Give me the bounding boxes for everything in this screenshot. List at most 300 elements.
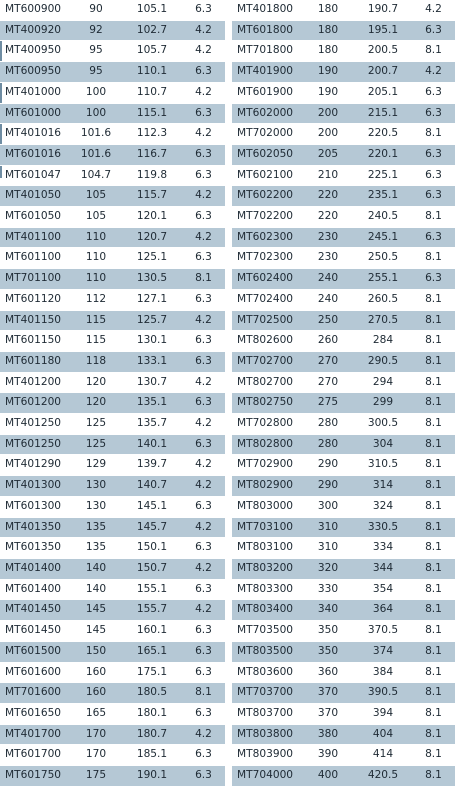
part-number-cell: MT702500 <box>232 310 302 331</box>
table-row <box>0 621 225 642</box>
inner-size-cell: 180 <box>302 41 354 62</box>
part-number-cell: MT401050 <box>0 186 70 207</box>
inner-size-cell: 105 <box>70 186 122 207</box>
thickness-cell: 6.3 <box>412 82 455 103</box>
table-row <box>232 331 455 352</box>
part-number-cell: MT601016 <box>0 144 70 165</box>
table-row <box>232 269 455 290</box>
part-number-cell: MT401450 <box>0 600 70 621</box>
part-number-cell: MT601700 <box>0 745 70 766</box>
inner-size-cell: 400 <box>302 766 354 787</box>
outer-size-cell: 260.5 <box>354 289 412 310</box>
part-number-cell: MT702900 <box>232 455 302 476</box>
thickness-cell: 8.1 <box>412 724 455 745</box>
table-row <box>232 82 455 103</box>
thickness-cell: 6.3 <box>182 745 225 766</box>
table-row <box>232 766 455 787</box>
table-row <box>0 517 225 538</box>
inner-size-cell: 160 <box>70 683 122 704</box>
outer-size-cell: 127.1 <box>122 289 182 310</box>
thickness-cell: 4.2 <box>182 41 225 62</box>
thickness-cell: 6.3 <box>182 248 225 269</box>
outer-size-cell: 125.1 <box>122 248 182 269</box>
part-number-cell: MT602100 <box>232 165 302 186</box>
inner-size-cell: 350 <box>302 621 354 642</box>
inner-size-cell: 135 <box>70 538 122 559</box>
table-row <box>232 455 455 476</box>
part-number-cell: MT702200 <box>232 207 302 228</box>
table-row <box>0 248 225 269</box>
table-row <box>0 600 225 621</box>
thickness-cell: 8.1 <box>412 414 455 435</box>
inner-size-cell: 270 <box>302 372 354 393</box>
part-number-cell: MT602000 <box>232 103 302 124</box>
thickness-cell: 6.3 <box>412 165 455 186</box>
part-number-cell: MT401800 <box>232 0 302 20</box>
part-number-cell: MT601120 <box>0 289 70 310</box>
inner-size-cell: 110 <box>70 248 122 269</box>
thickness-cell: 8.1 <box>412 683 455 704</box>
inner-size-cell: 240 <box>302 289 354 310</box>
thickness-cell: 6.3 <box>182 165 225 186</box>
thickness-cell: 4.2 <box>182 372 225 393</box>
outer-size-cell: 115.7 <box>122 186 182 207</box>
outer-size-cell: 105.1 <box>122 0 182 20</box>
right-size-table <box>232 0 455 787</box>
thickness-cell: 8.1 <box>412 331 455 352</box>
thickness-cell: 4.2 <box>182 455 225 476</box>
thickness-cell: 8.1 <box>412 517 455 538</box>
table-row <box>0 82 225 103</box>
inner-size-cell: 95 <box>70 41 122 62</box>
part-number-cell: MT803300 <box>232 579 302 600</box>
thickness-cell: 6.3 <box>412 20 455 41</box>
outer-size-cell: 290.5 <box>354 351 412 372</box>
outer-size-cell: 175.1 <box>122 662 182 683</box>
outer-size-cell: 270.5 <box>354 310 412 331</box>
outer-size-cell: 235.1 <box>354 186 412 207</box>
thickness-cell: 6.3 <box>182 0 225 20</box>
table-row <box>232 0 455 20</box>
thickness-cell: 8.1 <box>412 207 455 228</box>
part-number-cell: MT601000 <box>0 103 70 124</box>
part-number-cell: MT601050 <box>0 207 70 228</box>
inner-size-cell: 370 <box>302 703 354 724</box>
outer-size-cell: 245.1 <box>354 227 412 248</box>
inner-size-cell: 129 <box>70 455 122 476</box>
thickness-cell: 8.1 <box>412 621 455 642</box>
part-number-cell: MT802900 <box>232 476 302 497</box>
inner-size-cell: 180 <box>302 20 354 41</box>
thickness-cell: 8.1 <box>412 641 455 662</box>
inner-size-cell: 390 <box>302 745 354 766</box>
part-number-cell: MT803700 <box>232 703 302 724</box>
inner-size-cell: 105 <box>70 207 122 228</box>
table-row <box>0 766 225 787</box>
outer-size-cell: 150.1 <box>122 538 182 559</box>
outer-size-cell: 135.7 <box>122 414 182 435</box>
outer-size-cell: 364 <box>354 600 412 621</box>
table-row <box>0 41 225 62</box>
thickness-cell: 6.3 <box>182 434 225 455</box>
thickness-cell: 8.1 <box>412 538 455 559</box>
part-number-cell: MT601300 <box>0 496 70 517</box>
inner-size-cell: 380 <box>302 724 354 745</box>
outer-size-cell: 112.3 <box>122 124 182 145</box>
thickness-cell: 8.1 <box>412 558 455 579</box>
inner-size-cell: 175 <box>70 766 122 787</box>
table-row <box>0 227 225 248</box>
table-row <box>0 414 225 435</box>
outer-size-cell: 116.7 <box>122 144 182 165</box>
part-number-cell: MT803800 <box>232 724 302 745</box>
thickness-cell: 8.1 <box>182 269 225 290</box>
part-number-cell: MT601400 <box>0 579 70 600</box>
thickness-cell: 8.1 <box>412 289 455 310</box>
thickness-cell: 4.2 <box>182 476 225 497</box>
outer-size-cell: 200.5 <box>354 41 412 62</box>
thickness-cell: 4.2 <box>182 724 225 745</box>
part-number-cell: MT602300 <box>232 227 302 248</box>
thickness-cell: 4.2 <box>182 124 225 145</box>
thickness-cell: 8.1 <box>412 745 455 766</box>
inner-size-cell: 300 <box>302 496 354 517</box>
inner-size-cell: 360 <box>302 662 354 683</box>
thickness-cell: 8.1 <box>412 703 455 724</box>
table-row <box>232 248 455 269</box>
outer-size-cell: 125.7 <box>122 310 182 331</box>
table-row <box>232 165 455 186</box>
outer-size-cell: 119.8 <box>122 165 182 186</box>
part-number-cell: MT802600 <box>232 331 302 352</box>
table-row <box>0 372 225 393</box>
outer-size-cell: 220.5 <box>354 124 412 145</box>
part-number-cell: MT702400 <box>232 289 302 310</box>
table-row <box>0 393 225 414</box>
inner-size-cell: 350 <box>302 641 354 662</box>
table-row <box>232 434 455 455</box>
part-number-cell: MT400920 <box>0 20 70 41</box>
thickness-cell: 6.3 <box>182 662 225 683</box>
part-number-cell: MT802800 <box>232 434 302 455</box>
inner-size-cell: 120 <box>70 372 122 393</box>
inner-size-cell: 320 <box>302 558 354 579</box>
table-row <box>0 20 225 41</box>
inner-size-cell: 190 <box>302 62 354 83</box>
part-number-cell: MT401200 <box>0 372 70 393</box>
part-number-cell: MT803400 <box>232 600 302 621</box>
inner-size-cell: 220 <box>302 186 354 207</box>
thickness-cell: 8.1 <box>412 393 455 414</box>
outer-size-cell: 120.1 <box>122 207 182 228</box>
outer-size-cell: 180.7 <box>122 724 182 745</box>
outer-size-cell: 215.1 <box>354 103 412 124</box>
thickness-cell: 8.1 <box>412 476 455 497</box>
inner-size-cell: 280 <box>302 434 354 455</box>
inner-size-cell: 220 <box>302 207 354 228</box>
table-row <box>232 724 455 745</box>
inner-size-cell: 165 <box>70 703 122 724</box>
thickness-cell: 4.2 <box>412 62 455 83</box>
table-row <box>232 745 455 766</box>
inner-size-cell: 100 <box>70 82 122 103</box>
thickness-cell: 6.3 <box>412 227 455 248</box>
outer-size-cell: 304 <box>354 434 412 455</box>
outer-size-cell: 139.7 <box>122 455 182 476</box>
part-number-cell: MT602050 <box>232 144 302 165</box>
table-row <box>232 351 455 372</box>
thickness-cell: 6.3 <box>182 289 225 310</box>
inner-size-cell: 230 <box>302 227 354 248</box>
thickness-cell: 8.1 <box>412 372 455 393</box>
outer-size-cell: 110.7 <box>122 82 182 103</box>
thickness-cell: 8.1 <box>412 310 455 331</box>
outer-size-cell: 140.7 <box>122 476 182 497</box>
thickness-cell: 6.3 <box>412 144 455 165</box>
thickness-cell: 8.1 <box>412 579 455 600</box>
left-size-table <box>0 0 225 787</box>
thickness-cell: 8.1 <box>412 434 455 455</box>
inner-size-cell: 101.6 <box>70 144 122 165</box>
inner-size-cell: 110 <box>70 227 122 248</box>
part-number-cell: MT703100 <box>232 517 302 538</box>
part-number-cell: MT601180 <box>0 351 70 372</box>
inner-size-cell: 290 <box>302 476 354 497</box>
thickness-cell: 8.1 <box>412 124 455 145</box>
thickness-cell: 8.1 <box>412 248 455 269</box>
table-row <box>232 372 455 393</box>
outer-size-cell: 120.7 <box>122 227 182 248</box>
part-number-cell: MT401290 <box>0 455 70 476</box>
thickness-cell: 4.2 <box>182 227 225 248</box>
table-row <box>232 186 455 207</box>
inner-size-cell: 118 <box>70 351 122 372</box>
outer-size-cell: 324 <box>354 496 412 517</box>
inner-size-cell: 90 <box>70 0 122 20</box>
thickness-cell: 6.3 <box>182 621 225 642</box>
table-row <box>0 310 225 331</box>
inner-size-cell: 115 <box>70 310 122 331</box>
part-number-cell: MT803600 <box>232 662 302 683</box>
outer-size-cell: 299 <box>354 393 412 414</box>
table-row <box>232 41 455 62</box>
table-row <box>232 124 455 145</box>
outer-size-cell: 190.7 <box>354 0 412 20</box>
part-number-cell: MT602400 <box>232 269 302 290</box>
inner-size-cell: 290 <box>302 455 354 476</box>
table-row <box>0 207 225 228</box>
inner-size-cell: 110 <box>70 269 122 290</box>
inner-size-cell: 200 <box>302 124 354 145</box>
part-number-cell: MT803900 <box>232 745 302 766</box>
table-row <box>232 310 455 331</box>
table-row <box>0 724 225 745</box>
outer-size-cell: 294 <box>354 372 412 393</box>
outer-size-cell: 165.1 <box>122 641 182 662</box>
table-row <box>0 165 225 186</box>
table-row <box>0 351 225 372</box>
thickness-cell: 6.3 <box>412 269 455 290</box>
inner-size-cell: 140 <box>70 558 122 579</box>
part-number-cell: MT601750 <box>0 766 70 787</box>
inner-size-cell: 92 <box>70 20 122 41</box>
right-table-body <box>232 0 455 786</box>
inner-size-cell: 101.6 <box>70 124 122 145</box>
part-number-cell: MT401000 <box>0 82 70 103</box>
outer-size-cell: 414 <box>354 745 412 766</box>
thickness-cell: 6.3 <box>182 579 225 600</box>
part-number-cell: MT600900 <box>0 0 70 20</box>
part-number-cell: MT802750 <box>232 393 302 414</box>
thickness-cell: 4.2 <box>182 558 225 579</box>
inner-size-cell: 210 <box>302 165 354 186</box>
table-row <box>0 331 225 352</box>
outer-size-cell: 145.1 <box>122 496 182 517</box>
inner-size-cell: 310 <box>302 517 354 538</box>
outer-size-cell: 130.1 <box>122 331 182 352</box>
part-number-cell: MT702300 <box>232 248 302 269</box>
inner-size-cell: 95 <box>70 62 122 83</box>
thickness-cell: 6.3 <box>182 393 225 414</box>
outer-size-cell: 300.5 <box>354 414 412 435</box>
table-row <box>232 476 455 497</box>
inner-size-cell: 270 <box>302 351 354 372</box>
thickness-cell: 8.1 <box>412 351 455 372</box>
part-number-cell: MT601450 <box>0 621 70 642</box>
table-row <box>0 683 225 704</box>
outer-size-cell: 240.5 <box>354 207 412 228</box>
thickness-cell: 6.3 <box>182 62 225 83</box>
table-row <box>232 496 455 517</box>
thickness-cell: 4.2 <box>412 0 455 20</box>
outer-size-cell: 394 <box>354 703 412 724</box>
thickness-cell: 4.2 <box>182 20 225 41</box>
outer-size-cell: 334 <box>354 538 412 559</box>
thickness-cell: 4.2 <box>182 186 225 207</box>
thickness-cell: 4.2 <box>182 310 225 331</box>
inner-size-cell: 180 <box>302 0 354 20</box>
outer-size-cell: 420.5 <box>354 766 412 787</box>
table-row <box>232 289 455 310</box>
part-number-cell: MT600950 <box>0 62 70 83</box>
thickness-cell: 4.2 <box>182 414 225 435</box>
part-number-cell: MT401150 <box>0 310 70 331</box>
part-number-cell: MT601250 <box>0 434 70 455</box>
thickness-cell: 8.1 <box>412 41 455 62</box>
inner-size-cell: 230 <box>302 248 354 269</box>
outer-size-cell: 390.5 <box>354 683 412 704</box>
inner-size-cell: 130 <box>70 476 122 497</box>
outer-size-cell: 155.1 <box>122 579 182 600</box>
table-row <box>232 62 455 83</box>
part-number-cell: MT803000 <box>232 496 302 517</box>
outer-size-cell: 205.1 <box>354 82 412 103</box>
outer-size-cell: 110.1 <box>122 62 182 83</box>
thickness-cell: 8.1 <box>412 600 455 621</box>
inner-size-cell: 280 <box>302 414 354 435</box>
part-number-cell: MT601100 <box>0 248 70 269</box>
inner-size-cell: 150 <box>70 641 122 662</box>
thickness-cell: 6.3 <box>182 496 225 517</box>
part-number-cell: MT401100 <box>0 227 70 248</box>
inner-size-cell: 145 <box>70 621 122 642</box>
outer-size-cell: 130.7 <box>122 372 182 393</box>
part-number-cell: MT401016 <box>0 124 70 145</box>
inner-size-cell: 260 <box>302 331 354 352</box>
thickness-cell: 8.1 <box>412 766 455 787</box>
outer-size-cell: 344 <box>354 558 412 579</box>
outer-size-cell: 220.1 <box>354 144 412 165</box>
thickness-cell: 4.2 <box>182 600 225 621</box>
part-number-cell: MT803500 <box>232 641 302 662</box>
part-number-cell: MT401350 <box>0 517 70 538</box>
inner-size-cell: 310 <box>302 538 354 559</box>
table-row <box>232 538 455 559</box>
outer-size-cell: 284 <box>354 331 412 352</box>
part-number-cell: MT602200 <box>232 186 302 207</box>
inner-size-cell: 125 <box>70 414 122 435</box>
table-row <box>232 144 455 165</box>
outer-size-cell: 195.1 <box>354 20 412 41</box>
thickness-cell: 4.2 <box>182 517 225 538</box>
inner-size-cell: 250 <box>302 310 354 331</box>
outer-size-cell: 200.7 <box>354 62 412 83</box>
inner-size-cell: 130 <box>70 496 122 517</box>
inner-size-cell: 370 <box>302 683 354 704</box>
table-row <box>232 641 455 662</box>
table-row <box>0 662 225 683</box>
table-row <box>232 393 455 414</box>
table-row <box>232 579 455 600</box>
table-row <box>232 558 455 579</box>
thickness-cell: 6.3 <box>412 186 455 207</box>
table-row <box>232 207 455 228</box>
inner-size-cell: 205 <box>302 144 354 165</box>
part-number-cell: MT703500 <box>232 621 302 642</box>
part-number-cell: MT701600 <box>0 683 70 704</box>
outer-size-cell: 250.5 <box>354 248 412 269</box>
part-number-cell: MT601350 <box>0 538 70 559</box>
table-row <box>0 289 225 310</box>
thickness-cell: 6.3 <box>182 207 225 228</box>
inner-size-cell: 170 <box>70 745 122 766</box>
inner-size-cell: 275 <box>302 393 354 414</box>
outer-size-cell: 190.1 <box>122 766 182 787</box>
outer-size-cell: 330.5 <box>354 517 412 538</box>
part-number-cell: MT703700 <box>232 683 302 704</box>
part-number-cell: MT702800 <box>232 414 302 435</box>
outer-size-cell: 185.1 <box>122 745 182 766</box>
outer-size-cell: 140.1 <box>122 434 182 455</box>
outer-size-cell: 145.7 <box>122 517 182 538</box>
thickness-cell: 8.1 <box>412 455 455 476</box>
outer-size-cell: 255.1 <box>354 269 412 290</box>
inner-size-cell: 330 <box>302 579 354 600</box>
table-row <box>232 683 455 704</box>
outer-size-cell: 130.5 <box>122 269 182 290</box>
thickness-cell: 6.3 <box>182 641 225 662</box>
outer-size-cell: 180.1 <box>122 703 182 724</box>
outer-size-cell: 370.5 <box>354 621 412 642</box>
outer-size-cell: 374 <box>354 641 412 662</box>
inner-size-cell: 145 <box>70 600 122 621</box>
inner-size-cell: 340 <box>302 600 354 621</box>
thickness-cell: 6.3 <box>182 103 225 124</box>
table-row <box>232 20 455 41</box>
table-row <box>0 434 225 455</box>
part-number-cell: MT401300 <box>0 476 70 497</box>
outer-size-cell: 115.1 <box>122 103 182 124</box>
